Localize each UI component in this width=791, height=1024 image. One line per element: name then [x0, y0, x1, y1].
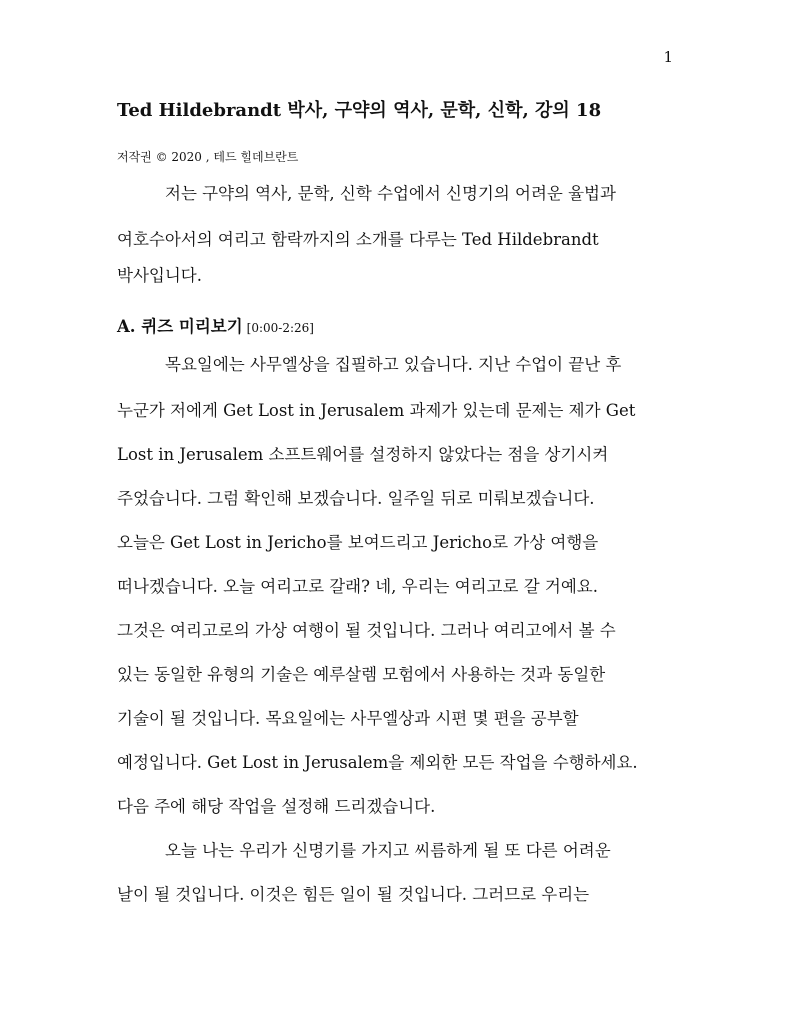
- paragraph-line: 오늘 나는 우리가 신명기를 가지고 씨름하게 될 또 다른 어려운: [165, 841, 611, 860]
- paragraph-line: 목요일에는 사무엘상을 집필하고 있습니다. 지난 수업이 끝난 후: [165, 355, 622, 374]
- document-title: Ted Hildebrandt 박사, 구약의 역사, 문학, 신학, 강의 18: [117, 100, 602, 121]
- paragraph-line: 오늘은 Get Lost in Jericho를 보여드리고 Jericho로 가상 여행을: [117, 533, 599, 552]
- section-heading-label: A. 퀴즈 미리보기: [117, 317, 243, 336]
- page-number: 1: [663, 48, 673, 66]
- section-timestamp: [0:00-2:26]: [246, 321, 314, 335]
- paragraph-line: 누군가 저에게 Get Lost in Jerusalem 과제가 있는데 문제는 제가 Get: [117, 401, 636, 420]
- intro-line: 박사입니다.: [117, 266, 202, 285]
- paragraph-line: 날이 될 것입니다. 이것은 힘든 일이 될 것입니다. 그러므로 우리는: [117, 885, 590, 904]
- intro-line: 여호수아서의 여리고 함락까지의 소개를 다루는 Ted Hildebrandt: [117, 230, 599, 249]
- paragraph-line: Lost in Jerusalem 소프트웨어를 설정하지 않았다는 점을 상기시켜: [117, 445, 609, 464]
- paragraph-line: 떠나겠습니다. 오늘 여리고로 갈래? 네, 우리는 여리고로 갈 거예요.: [117, 577, 598, 596]
- paragraph-line: 있는 동일한 유형의 기술은 예루살렘 모험에서 사용하는 것과 동일한: [117, 665, 606, 684]
- paragraph-line: 예정입니다. Get Lost in Jerusalem을 제외한 모든 작업을 수행하세요.: [117, 753, 638, 772]
- paragraph-line: 주었습니다. 그럼 확인해 보겠습니다. 일주일 뒤로 미뤄보겠습니다.: [117, 489, 595, 508]
- section-heading: [117, 313, 314, 337]
- paragraph-line: 그것은 여리고로의 가상 여행이 될 것입니다. 그러나 여리고에서 볼 수: [117, 621, 616, 640]
- paragraph-line: 기술이 될 것입니다. 목요일에는 사무엘상과 시편 몇 편을 공부할: [117, 709, 579, 728]
- intro-line: 저는 구약의 역사, 문학, 신학 수업에서 신명기의 어려운 율법과: [165, 184, 616, 203]
- copyright-line: 저작권 © 2020 , 테드 힐데브란트: [117, 150, 299, 164]
- paragraph-line: 다음 주에 해당 작업을 설정해 드리겠습니다.: [117, 797, 436, 816]
